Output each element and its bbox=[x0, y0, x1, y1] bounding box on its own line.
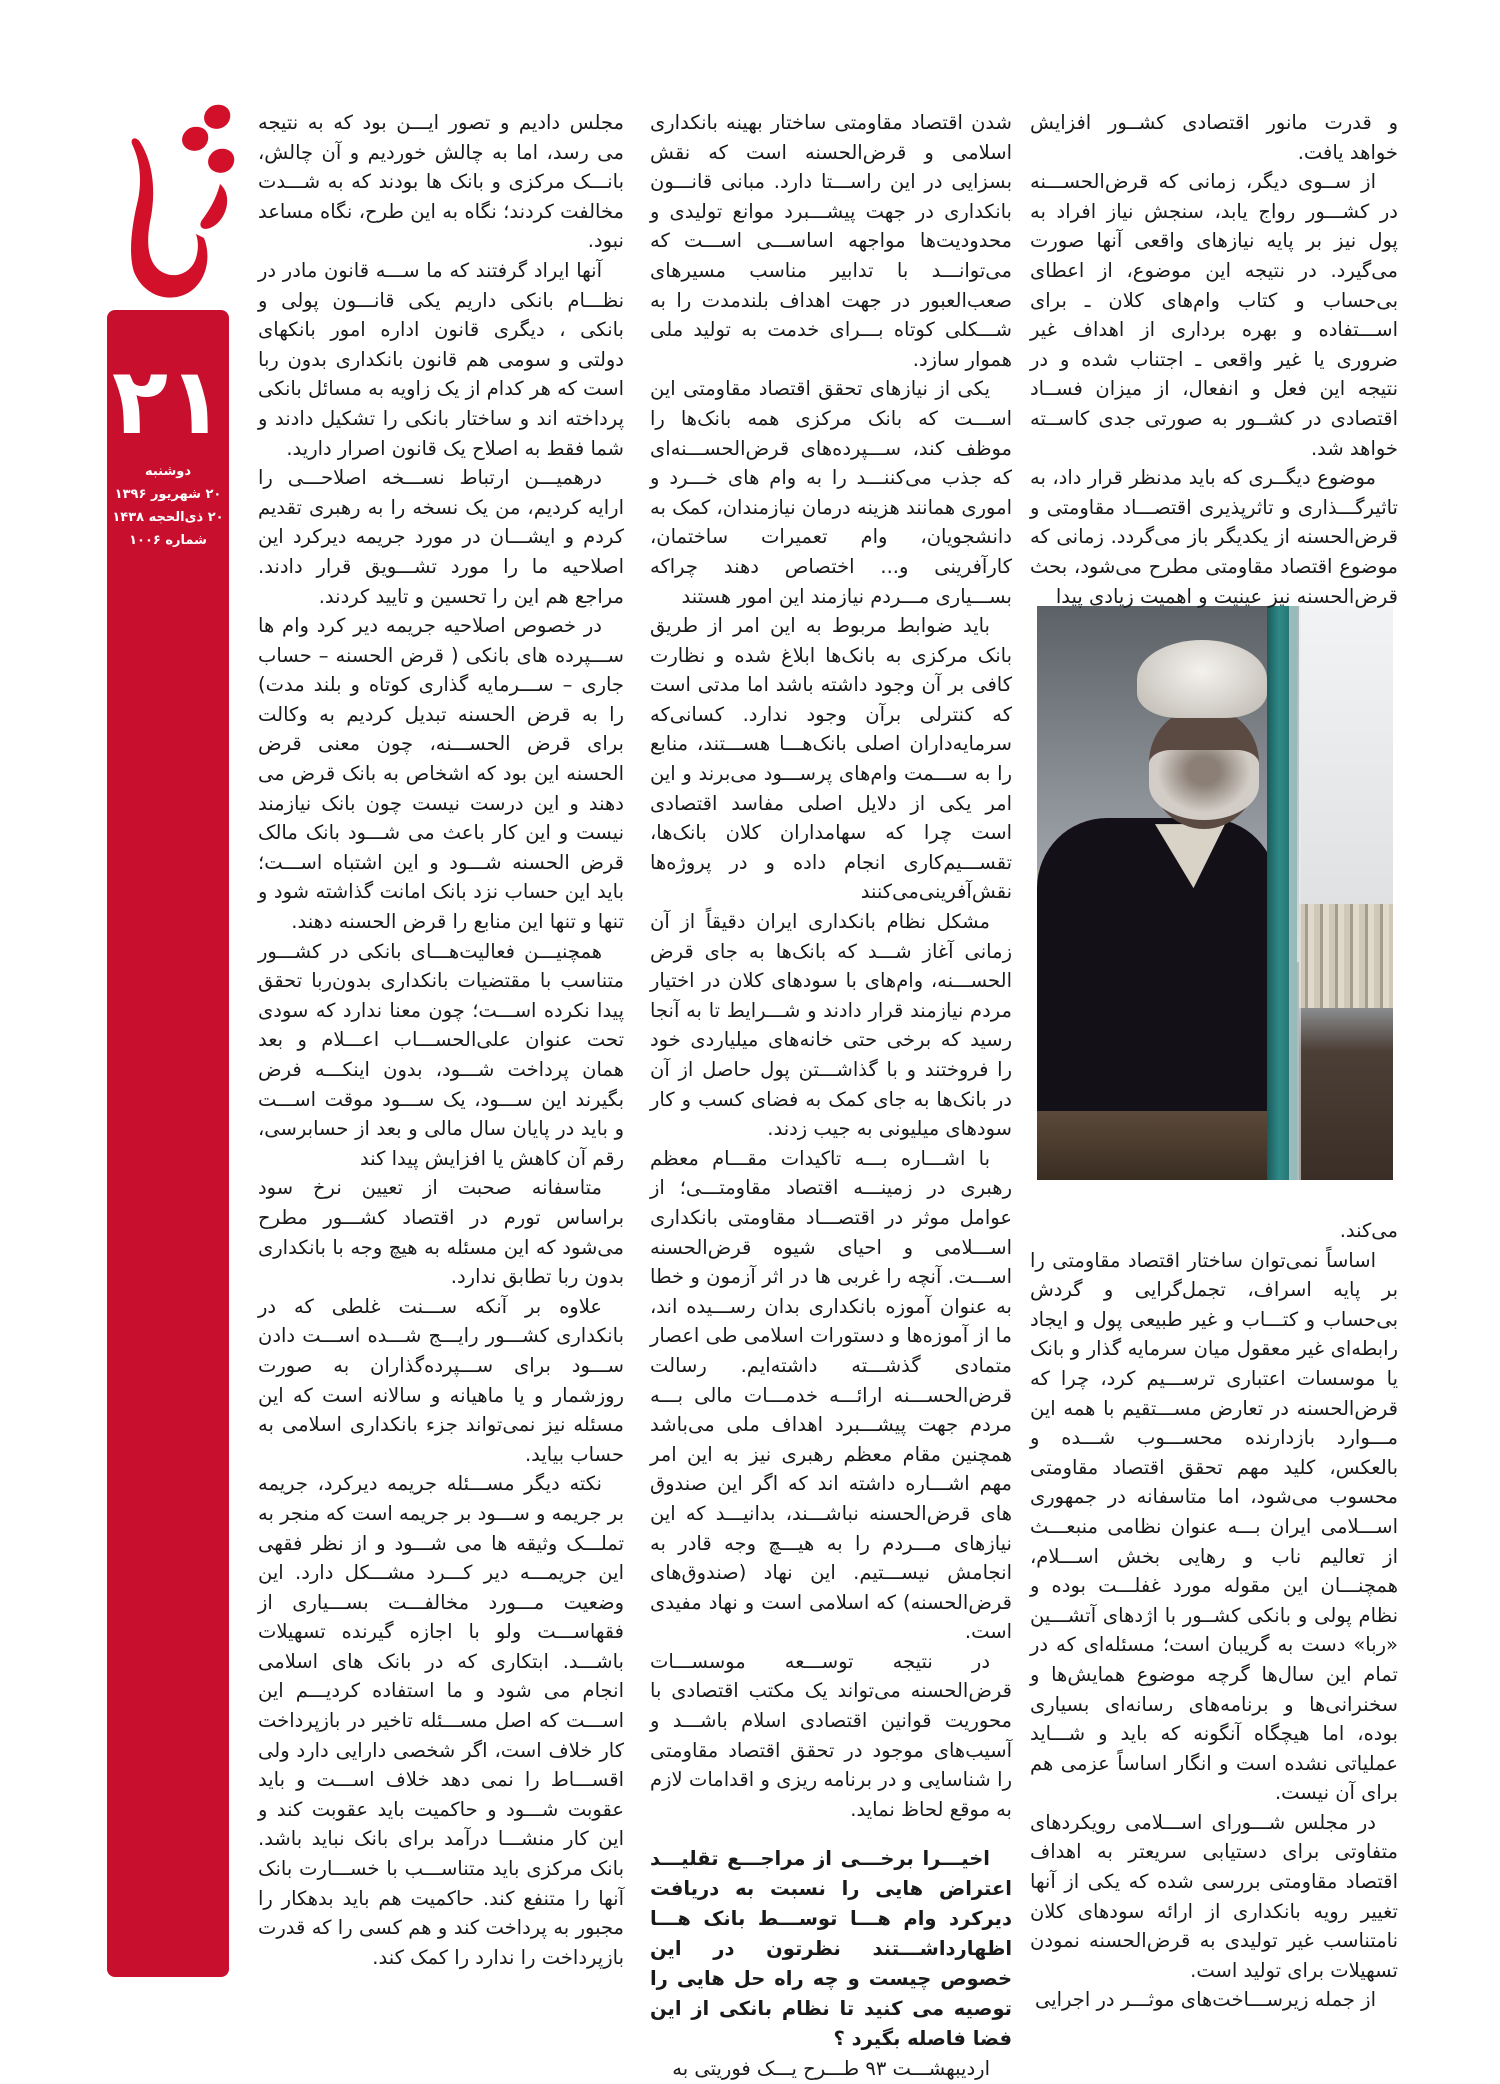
paragraph: می‌کند. bbox=[1339, 1219, 1398, 1242]
paragraph: با اشـــاره بـــه تاکیدات مقـــام معظم رهبری در زمینـــه اقتصاد مقاومتـــی؛ از عوامل موثر در اقتصـــاد مقاومتی بانکداری اســـلامی و احیای شیوه قرض‌الحسنه اســـت. آنچه را غربی ها در اثر آزمون و خطا به عنوان آموزه بانکداری بدان رســـیده اند، ما از آموزه‌ها و دستورات اسلامی طی اعصار متمادی گذشـــته داشته‌ایم. رسالت قرض‌الحســـنه ارائـــه خدمـــات مالی بـــه مردم جهت پیشـــبرد اهداف ملی می‌باشد همچنین مقام معظم رهبری نیز به این امر مهم اشـــاره داشته اند که اگر این صندوق های قرض‌الحسنه نباشـــند، بدانیـــد که این نیازهای مـــردم را به هیـــچ وجه قادر به انجامش نیســـتیم. این نهاد (صندوق‌های قرض‌الحسنه) که اسلامی است و نهاد مفیدی است. bbox=[650, 1146, 1012, 1644]
paragraph: و قدرت مانور اقتصادی کشــور افزایش خواهد یافت. bbox=[1030, 111, 1398, 164]
masthead-logo bbox=[92, 88, 242, 308]
date-solar: ۲۰ شهریور ۱۳۹۶ bbox=[114, 487, 222, 502]
paragraph: در نتیجه توســـعه موسســـات قرض‌الحسنه می‌تواند یک مکتب اقتصادی با محوریت قوانین اقتصادی اسلام باشـــد و آسیب‌های موجود در تحقق اقتصاد مقاومتی را شناسایی و در برنامه ریزی و اقدامات لازم به موقع لحاظ نماید. bbox=[650, 1649, 1012, 1821]
paragraph: مجلس دادیم و تصور ایـــن بود که به نتیجه می رسد، اما به چالش خوردیم و آن چالش، بانـــک مرکزی و بانک ها بودند که به شـــدت مخالفت کردند؛ نگاه به این طرح، نگاه مساعد نبود. bbox=[258, 111, 624, 253]
paragraph: موضوع دیگــری که باید مدنظر قرار داد، به تاثیرگـــذاری و تاثرپذیری اقتصـــاد مقاومتی و قرض‌الحسنه از یکدیگر باز می‌گردد. زمانی که موضوع اقتصاد مقاومتی مطرح می‌شود، بحث قرض‌الحسنه نیز عینیت و اهمیت زیادی پیدا bbox=[1030, 466, 1398, 608]
photo-turban bbox=[1137, 640, 1267, 718]
photo-beard bbox=[1149, 750, 1259, 820]
photo-window-glint bbox=[1289, 606, 1301, 1180]
paragraph: نکته دیگر مســـئله جریمه دیرکرد، جریمه بر جریمه و ســـود بر جریمه است که منجر به تملـــک وثیقه ها می شـــود و از نظر فقهی این جریمـــه دیر کـــرد مشـــکل دارد. این وضعیت مـــورد مخالفـــت بســـیاری از فقهاســـت ولو با اجازه گیرنده تسهیلات باشـــد. ابتکاری که در بانک های اسلامی انجام می شود و ما استفاده کردیـــم این اســـت که اصل مســـئله تاخیر در بازپرداخت کار خلاف است، اگر شخصی دارایی دارد ولی اقســـاط را نمی دهد خلاف اســـت و باید عقوبت شـــود و حاکمیت باید عقوبت کند و این کار منشـــا درآمد برای بانک نباید باشد. بانک مرکزی باید متناســـب با خســـارت بانک آنها را متنفع کند. حاکمیت هم باید بدهکار را مجبور به پرداخت کند و هم کسی را که قدرت بازپرداخت را ندارد را کمک کند. bbox=[258, 1472, 624, 1969]
paragraph: در مجلس شـــورای اســـلامی رویکردهای متفاوتی برای دستیابی سریعتر به اهداف اقتصاد مقاومتی بررسی شده که یکی از آنها تغییر رویه بانکداری از ارائه سودهای کلان نامتناسب غیر تولیدی به قرض‌الحسنه نمودن تسهیلات برای تولید است. bbox=[1030, 1810, 1398, 1982]
paragraph: شدن اقتصاد مقاومتی ساختار بهینه بانکداری اسلامی و قرض‌الحسنه است که نقش بسزایی در این راســـتا دارد. مبانی قانـــون بانکداری در جهت پیشـــبرد موانع تولیدی و محدودیت‌ها مواجهه اساســـی اســـت که می‌توانـــد با تدابیر مناسب مسیرهای صعب‌العبور در جهت اهداف بلندمدت را به شـــکلی کوتاه بـــرای خدمت به تولید ملی هموار سازد. bbox=[650, 111, 1012, 371]
paragraph: یکی از نیازهای تحقق اقتصاد مقاومتی این اســـت که بانک مرکزی همه بانک‌ها را موظف کند، ســـپرده‌های قرض‌الحســـنه‌ای که جذب می‌کننـــد را به وام های خـــرد و اموری همانند هزینه درمان نیازمندان، کمک به دانشجویان، وام تعمیرات ساختمان، کارآفرینی و... اختصاص دهند چراکه بســـیاری مـــردم نیازمند این امور هستند bbox=[650, 377, 1012, 608]
article-column-3 bbox=[258, 108, 624, 1972]
paragraph: از ســوی دیگر، زمانی که قرض‌الحســـنه در کشـــور رواج یابد، سنجش نیاز افراد به پول نیز بر پایه نیازهای واقعی آنها صورت می‌گیرد. در نتیجه این موضوع، از اعطای بی‌حساب و کتاب وام‌های کلان ـ برای اســـتفاده و بهره برداری از اهداف غیر ضروری یا غیر واقعی ـ اجتناب شده و در نتیجه این فعل و انفعال، از میزان فســاد اقتصادی در کشــور به صورتی جدی کاســته خواهد شد. bbox=[1030, 170, 1398, 460]
paragraph: در خصوص اصلاحیه جریمه دیر کرد وام ها ســـپرده های بانکی ( قرض الحسنه – حساب جاری – ســـرمایه گذاری کوتاه و بلند مدت) را به قرض الحسنه تبدیل کردیم به وکالت برای قرض الحســـنه، چون معنی قرض الحسنه این بود که اشخاص به بانک قرض می دهند و این درست نیست چون بانک نیازمند نیست و این کار باعث می شـــود بانک مالک قرض الحسنه شـــود و این اشتباه اســـت؛ باید این حساب نزد بانک امانت گذاشته شود و تنها و تنها این منابع را قرض الحسنه دهند. bbox=[258, 614, 624, 934]
paragraph: از جمله زیرســـاخت‌های موثـــر در اجرایی bbox=[1034, 1988, 1376, 2012]
issue-number: شماره ۱۰۰۶ bbox=[129, 533, 207, 548]
photo-window-sky bbox=[1299, 606, 1393, 904]
interview-answer-start: اردیبهشـــت ۹۳ طـــرح یـــک فوریتی به bbox=[672, 2057, 990, 2081]
photo-window-sill bbox=[1299, 1008, 1393, 1180]
date-lunar: ۲۰ ذی‌الحجه ۱۴۳۸ bbox=[112, 510, 224, 525]
paragraph: علاوه بر آنکه ســـنت غلطی که در بانکداری کشـــور رایـــج شـــده اســـت دادن ســـود برای ســـپرده‌گذاران به صورت روزشمار و یا ماهیانه و سالانه است که این مسئله نیز نمی‌تواند جزء بانکداری اسلامی به حساب بیاید. bbox=[258, 1294, 624, 1466]
paragraph: همچنیـــن فعالیت‌هـــای بانکی در کشـــور متناسب با مقتضیات بانکداری بدون‌ربا تحقق پیدا نکرده اســـت؛ چون معنا ندارد که سودی تحت عنوان علی‌الحســـاب اعـــلام و بعد همان پرداخت شـــود، بدون اینکـــه فرض بگیرند این ســـود، یک ســـود موقت اســـت و باید در پایان سال مالی و بعد از حسابرسی، رقم آن کاهش یا افزایش پیدا کند bbox=[258, 939, 624, 1170]
page-number: ۲۱ bbox=[111, 348, 225, 455]
article-column-2 bbox=[650, 108, 1012, 2084]
portrait-photo bbox=[1037, 606, 1393, 1180]
photo-cityscape bbox=[1299, 904, 1393, 1007]
paragraph: آنها ایراد گرفتند که ما ســـه قانون مادر در نظـــام بانکی داریم یکی قانـــون پولی و بانکی ، دیگری قانون اداره امور بانکهای دولتی و سومی هم قانون بانکداری بدون ربا است که هر کدام از یک زاویه به مسائل بانکی پرداخته اند و ساختار بانکی را تشکیل دادند و شما فقط به اصلاح یک قانون اصرار دارید. bbox=[257, 258, 624, 460]
issue-meta bbox=[107, 460, 229, 552]
paragraph: اساساً نمی‌توان ساختار اقتصاد مقاومتی را بر پایه اسراف، تجمل‌گرایی و گردش بی‌حساب و کتـــاب و غیر طبیعی پول و ایجاد رابطه‌ای غیر معقول میان سرمایه گذار و بانک یا موسسات اعتباری ترســـیم کرد، چرا که قرض‌الحسنه در تعارض مســـتقیم با همه این مـــوارد بازدارنده محســـوب شـــده و بالعکس، کلید مهم تحقق اقتصاد مقاومتی محسوب می‌شود، اما متاسفانه در جمهوری اســـلامی ایران بـــه عنوان نظامی منبعـــث از تعالیم ناب و رهایی بخش اســـلام، همچنـــان این مقوله مورد غفلـــت بوده و نظام پولی و بانکی کشــور با اژدهای آتشـــین «ربا» دست به گریبان است؛ مسئله‌ای که در تمام این سال‌ها گرچه موضوع همایش‌ها و سخنرانی‌ها و برنامه‌های رسانه‌ای بسیاری بوده، اما هیچگاه آنگونه که باید و شـــاید عملیاتی نشده است و انگار اساساً عزمی هم برای آن نیست. bbox=[1030, 1248, 1398, 1805]
interview-question: اخیـــرا برخـــی از مراجـــع تقلیـــد اعتراض هایی را نسبت به دریافت دیرکرد وام هـــا توســـط بانک هـــا اظهارداشـــتند نظرتون در این خصوص چیست و چه راه حل هایی را توصیه می کنید تا نظام بانکی از این فضا فاصله بگیرد ؟ bbox=[650, 1847, 1012, 2051]
article-column-1 bbox=[1030, 108, 1398, 611]
paragraph: مشکل نظام بانکداری ایران دقیقاً از آن زمانی آغاز شـــد که بانک‌ها به جای قرض الحســـنه، وام‌های با سودهای کلان در اختیار مردم نیازمند قرار دادند و شـــرایط تا به آنجا رسید که برخی حتی خانه‌های میلیاردی خود را فروختند و با گذاشـــتن پول حاصل از آن در بانک‌ها به جای کمک به فضای کسب و کار سودهای میلیونی به جیب زدند. bbox=[650, 910, 1012, 1141]
weekday: دوشنبه bbox=[144, 464, 192, 479]
issue-sidebar bbox=[107, 310, 229, 1977]
photo-desk bbox=[1037, 1111, 1277, 1180]
article-column-1-continued bbox=[1030, 1216, 1398, 2015]
paragraph: باید ضوابط مربوط به این امر از طریق بانک مرکزی به بانک‌ها ابلاغ شده و نظارت کافی بر آن وجود داشته باشد اما مدتی است که کنترلی برآن وجود ندارد. کسانی‌که سرمایه‌داران اصلی بانک‌هـــا هســـتند، منابع را به ســـمت وام‌های پرســـود می‌برند و این امر یکی از دلایل اصلی مفاسد اقتصادی است چرا که سهامداران کلان بانک‌ها، تقســـیم‌کاری انجام داده و در پروژه‌ها نقش‌آفرینی‌می‌کنند bbox=[650, 614, 1012, 904]
paragraph: درهمیـــن ارتباط نســـخه اصلاحـــی را ارایه کردیم، من یک نسخه را به رهبری تقدیم کردم و ایشـــان در مورد جریمه دیرکرد این اصلاحیه ما را مورد تشـــویق قرار دادند. مراجع هم این را تحسین و تایید کردند. bbox=[258, 466, 624, 608]
paragraph: متاسفانه صحبت از تعیین نرخ سود براساس تورم در اقتصاد کشـــور مطرح می‌شود که این مسئله به هیچ وجه با بانکداری بدون ربا تطابق ندارد. bbox=[258, 1176, 624, 1289]
